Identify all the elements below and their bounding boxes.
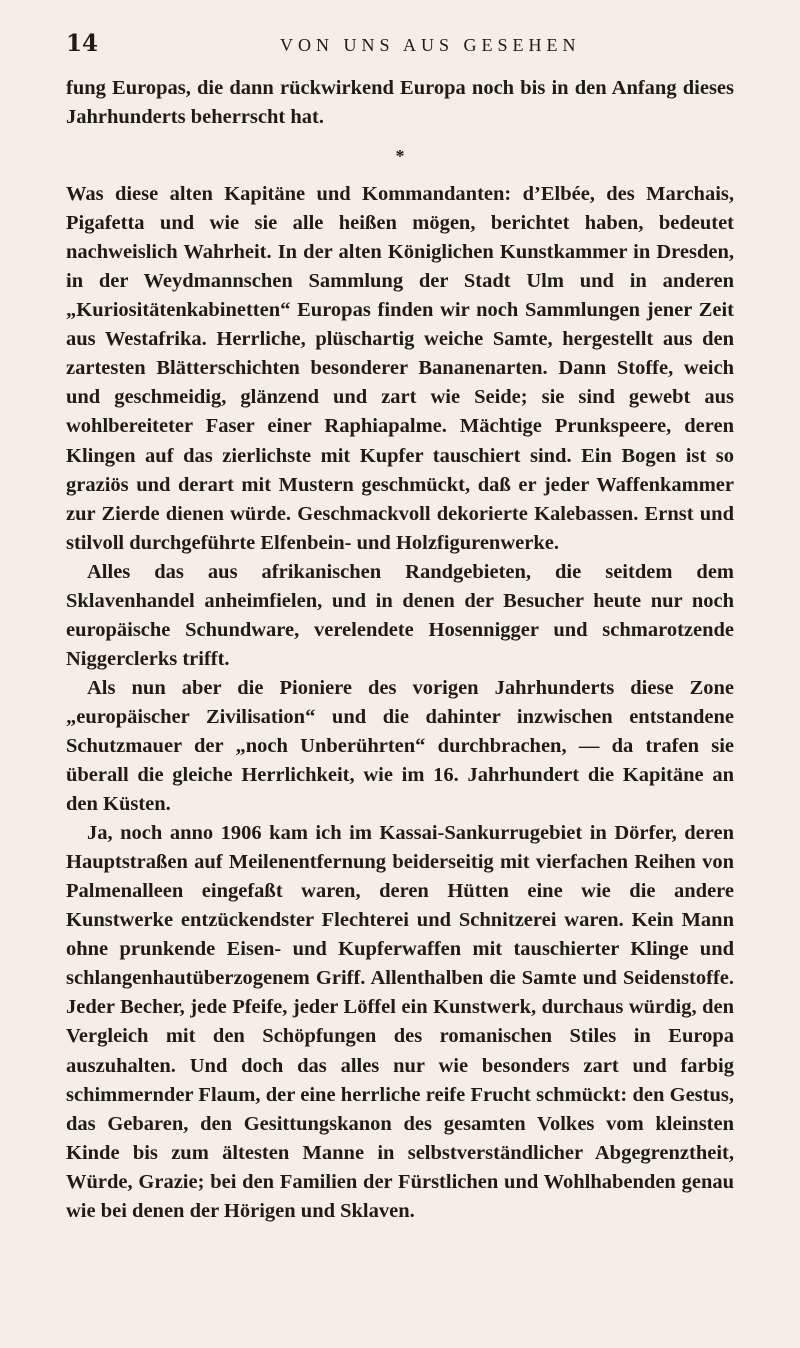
body-text [66, 74, 734, 1226]
section-separator: * [395, 146, 405, 167]
page-number: 14 [66, 30, 99, 57]
paragraph-2: Was diese alten Kapitäne und Kommandanten: d’Elbée, des Marchais, Pigafetta und wie sie alle heißen mögen, berichtet haben, bedeutet nachweislich Wahrheit. In der alten Königlichen Kunstkammer in Dresden, in der Weydmannschen Sammlung der Stadt Ulm und in anderen „Kuriositätenkabinetten“ Europas finden wir noch Sammlungen jener Zeit aus Westafrika. Herrliche, plüschartig weiche Samte, hergestellt aus den zartesten Blätterschichten besonderer Bananenarten. Dann Stoffe, weich und geschmeidig, glänzend und zart wie Seide; sie sind gewebt aus wohlbereiteter Faser einer Raphiapalme. Mächtige Prunkspeere, deren Klingen auf das zierlichste mit Kupfer tauschiert sind. Ein Bogen ist so graziös und derart mit Mustern geschmückt, daß er jeder Waffenkammer zur Zierde dienen würde. Geschmackvoll dekorierte Kalebassen. Ernst und stilvoll durchgeführte Elfenbein- und Holzfigurenwerke. [66, 183, 734, 554]
page-header [66, 30, 734, 70]
paragraph-3: Alles das aus afrikanischen Randgebieten, die seitdem dem Sklavenhandel anheimfielen, und in denen der Besucher heute nur noch europäische Schundware, verelendete Hosennigger und schmarotzende Niggerclerks trifft. [66, 560, 734, 670]
paragraph-5: Ja, noch anno 1906 kam ich im Kassai-Sankurrugebiet in Dörfer, deren Hauptstraßen auf Meilenentfernung beiderseitig mit vierfachen Reihen von Palmenalleen eingefaßt waren, deren Hütten eine wie die andere Kunstwerke entzückendster Flechterei und Schnitzerei waren. Kein Mann ohne prunkende Eisen- und Kupferwaffen mit tauschierter Klinge und schlangenhautüberzogenem Griff. Allenthalben die Samte und Seidenstoffe. Jeder Becher, jede Pfeife, jeder Löffel ein Kunstwerk, durchaus würdig, den Vergleich mit den Schöpfungen des romanischen Stiles in Europa auszuhalten. Und doch das alles nur wie besonders zart und farbig schimmernder Flaum, der eine herrliche reife Frucht schmückt: den Gestus, das Gebaren, den Gesittungskanon des gesamten Volkes vom kleinsten Kinde bis zum ältesten Manne in selbstverständlicher Abgegrenztheit, Würde, Grazie; bei den Familien der Fürstlichen und Wohlhabenden genau wie bei denen der Hörigen und Sklaven. [66, 822, 734, 1222]
paragraph-1: fung Europas, die dann rückwirkend Europa noch bis in den Anfang dieses Jahrhunderts beherrscht hat. [66, 77, 734, 129]
paragraph-4: Als nun aber die Pioniere des vorigen Jahrhunderts diese Zone „europäischer Zivilisation“ und die dahinter inzwischen entstandene Schutzmauer der „noch Unberührten“ durchbrachen, — da trafen sie überall die gleiche Herrlichkeit, wie im 16. Jahrhundert die Kapitäne an den Küsten. [66, 676, 734, 816]
running-title: VON UNS AUS GESEHEN [280, 35, 581, 55]
